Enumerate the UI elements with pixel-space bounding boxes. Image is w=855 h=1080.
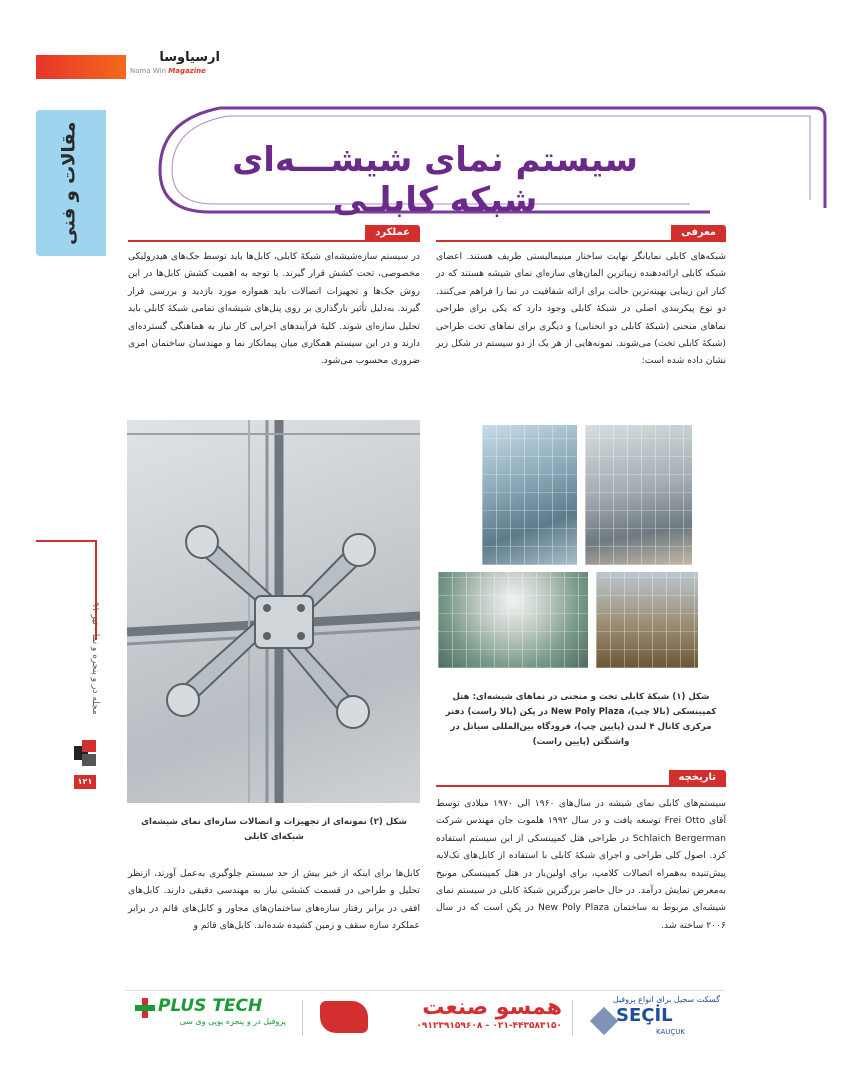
paragraph-performance: در سیستم سازه‌شیشه‌ای شبکهٔ کابلی، کابل‌ها باید توسط جک‌های هیدرولیکی مخصوصی، تحت کشش قرار گیرند. با توجه به اهمیت کشش کابل‌ها در این روش جک‌ها و تجهیزات اتصالات باید همواره مورد بازدید و بررسی قرار گیرند. به‌دلیل تأثیر بارگذاری بر روی پنل‌های شیشه‌ای تمامی شبکهٔ کابلی باید تحلیل سازه‌ای شوند. کلیهٔ فرآیندهای اجرایی کار نیاز به هماهنگی گسترده‌ای دارند و در این سیستم همکاری میان پیمانکار نما و مهندسان ساختمان امری ضروری محسوب می‌شود. bbox=[128, 251, 420, 367]
photo-cable-clamp-fitting bbox=[127, 420, 420, 803]
ad-secil-tag: گسکت سجیل برای انواع پروفیل bbox=[612, 995, 720, 1004]
ad-secil[interactable] bbox=[580, 995, 720, 1041]
ad-secil-name: SEÇİL bbox=[616, 1005, 673, 1026]
section-label-performance: عملکرد bbox=[365, 225, 420, 240]
photo-seattle-airport bbox=[596, 572, 698, 668]
ad-divider bbox=[302, 1000, 303, 1036]
ad-hamsoo-tel: ۰۲۱-۴۴۳۵۸۳۱۵۰ - ۰۹۱۲۳۹۱۵۹۶۰۸ bbox=[416, 1021, 562, 1031]
ad-secil-sub: KAUÇUK bbox=[656, 1028, 685, 1036]
page-number-badge: ۱۲۱ bbox=[74, 775, 96, 789]
paragraph-intro: شبکه‌های کابلی نمایانگر نهایت ساختار مینیمالیستی ظریف هستند. اعضای شبکه کابلی ارائه‌دهنده زیباترین المان‌های سازه‌ای نمای شیشه هستند که در کنار این زیبایی بهینه‌ترین حالت برای ارائه شفافیت در نما را فراهم می‌کنند. دو نوع پیکربندی اصلی در شبکهٔ کابلی وجود دارد که یکی برای طراحی نماهای منحنی (شبکهٔ کابلی دو انحنایی) و دیگری برای نماهای تخت طراحی (شبکهٔ کابلی تخت) می‌شوند. نمونه‌هایی از هر یک از دو سیستم در شکل زیر نشان داده شده است: bbox=[436, 251, 726, 367]
magazine-logo bbox=[130, 50, 220, 82]
paragraph-continuation: کابل‌ها برای اینکه از خیز بیش از حد سیستم جلوگیری به‌عمل آورند، ازنظر تحلیل و طراحی در قسمت کششی نیاز به مهندسی دقیقی دارند. کابل‌های افقی در برابر رفتار سازه‌های ساختمان‌های مجاور و کابل‌های قائم در برابر عملکرد سازه سقف و زمین کشیده شده‌اند. کابل‌های قائم و bbox=[128, 868, 420, 932]
ad-divider bbox=[572, 1000, 573, 1036]
section-label-intro: معرفی bbox=[671, 225, 726, 240]
ad-hamsoo-sanat[interactable] bbox=[312, 995, 562, 1041]
side-red-rule bbox=[36, 540, 96, 542]
photo-kempinski-hotel bbox=[482, 425, 577, 565]
ad-plus-tech[interactable] bbox=[132, 995, 292, 1041]
logo-subtitle bbox=[130, 66, 220, 76]
section-label-history: تاریخچه bbox=[669, 770, 727, 785]
section-tab-label: مقالات و فنی bbox=[58, 121, 80, 245]
section-header-intro bbox=[436, 225, 726, 242]
section-header-history bbox=[436, 770, 726, 787]
logo-sub-b: Magazine bbox=[168, 67, 206, 75]
photo-channel-4-london bbox=[438, 572, 588, 668]
header-color-strip bbox=[36, 55, 126, 79]
side-logo-mark bbox=[74, 740, 96, 766]
paragraph-history: سیستم‌های کابلی نمای شیشه در سال‌های ۱۹۶۰ الی ۱۹۷۰ میلادی توسط آقای Frei Otto توسعه یافت و در سال ۱۹۹۲ هلموت جان مهندس شرکت Schlaich Bergerman در طراحی هتل کمپینسکی از این سیستم استفاده کرد. اصول کلی طراحی و اجرای شبکهٔ کابلی با استفاده از کابل‌های تک‌لایه پیش‌تنیده به‌همراه اتصالات کلامپ، برای اولین‌بار در هتل کمپینسکی مونیخ به‌معرض نمایش درآمد. در حال حاضر بزرگترین شبکهٔ کابلی در سیستم نمای شیشه‌ای مربوط به ساختمان New Poly Plaza در پکن است که در سال ۲۰۰۶ ساخته شد. bbox=[436, 798, 726, 931]
caption-figure-1: شکل (۱) شبکهٔ کابلی تخت و منحنی در نماهای شیشه‌ای: هتل کمپینسکی (بالا چپ)، New Poly Plaza در پکن (بالا راست) دفتر مرکزی کانال ۴ لندن (پایین چپ)، فرودگاه بین‌المللی سیاتل در واشنگتن (پایین راست) bbox=[445, 692, 717, 747]
side-issue-text: مجله در و پنجره و نما - تیر ۹۱ bbox=[90, 602, 100, 715]
hamsoo-logo-icon bbox=[320, 1001, 368, 1033]
ad-plus-tech-sub: پروفیل در و پنجره یوپی وی سی bbox=[179, 1017, 286, 1026]
caption-figure-2: شکل (۲) نمونه‌ای از تجهیزات و اتصالات سازه‌ای نمای شیشه‌ای شبکه‌ای کابلی bbox=[141, 817, 407, 842]
photo-new-poly-plaza bbox=[585, 425, 692, 565]
section-header-performance bbox=[128, 225, 420, 242]
ad-hamsoo-name: همسو صنعت bbox=[422, 995, 562, 1020]
logo-sub-a: Nama Win bbox=[130, 67, 167, 75]
article-title: سیستم نمای شیشـــه‌ای شبکه کابلـی bbox=[232, 140, 638, 220]
plus-tech-logo-icon bbox=[134, 997, 156, 1019]
logo-title: ارسیاوسا bbox=[159, 50, 220, 65]
ad-plus-tech-name: PLUS TECH bbox=[158, 996, 263, 1016]
